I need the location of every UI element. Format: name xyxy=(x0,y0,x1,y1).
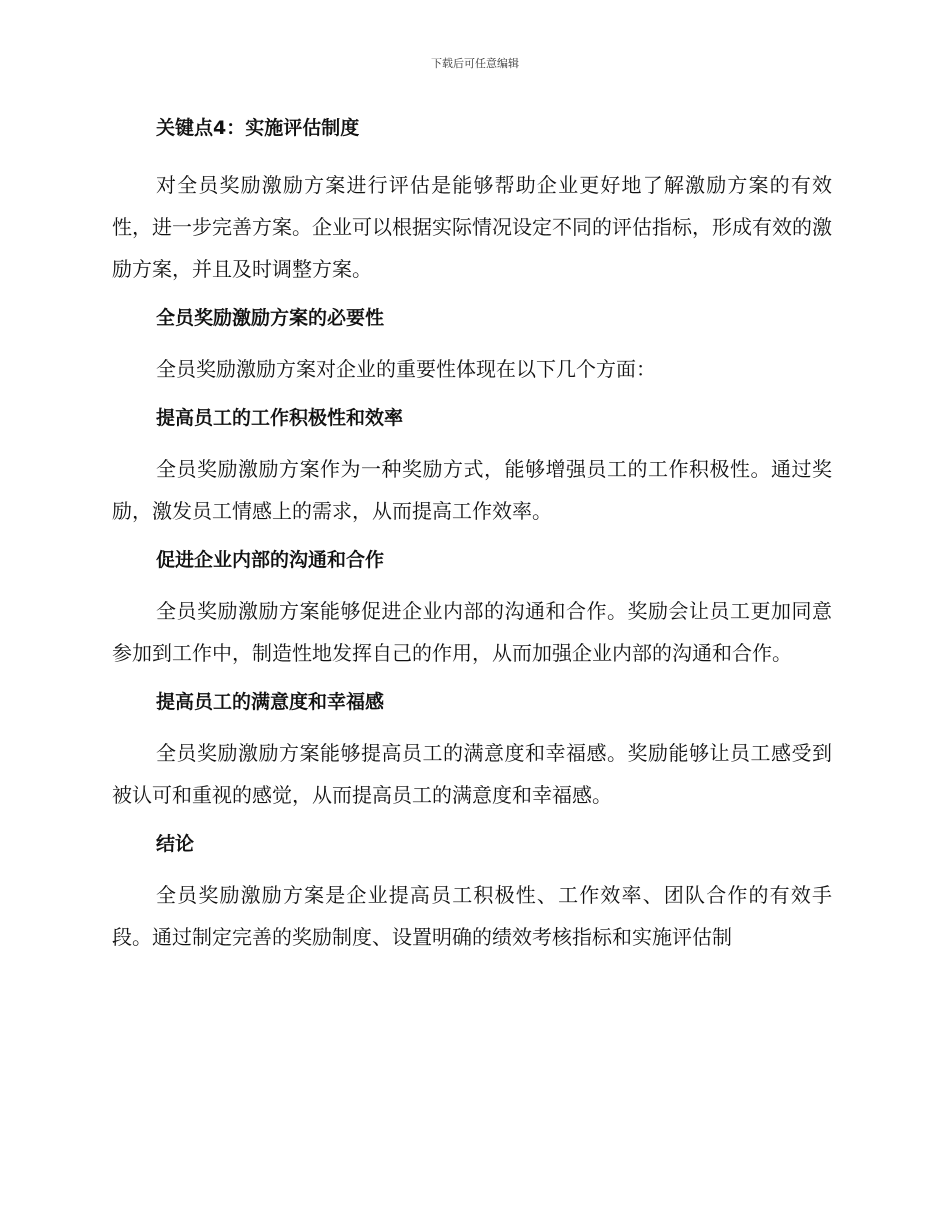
section-heading-motivation: 提高员工的工作积极性和效率 xyxy=(156,407,404,429)
section-paragraph-motivation: 全员奖励激励方案作为一种奖励方式，能够增强员工的工作积极性。通过奖励，激发员工情感上的需求，从而提高工作效率。 xyxy=(112,457,832,523)
section-heading-evaluation: 关键点4：实施评估制度 xyxy=(156,117,360,139)
section-heading-conclusion: 结论 xyxy=(156,833,195,855)
section-paragraph-conclusion: 全员奖励激励方案是企业提高员工积极性、工作效率、团队合作的有效手段。通过制定完善的奖励制度、设置明确的绩效考核指标和实施评估制 xyxy=(112,883,832,949)
section-paragraph-evaluation: 对全员奖励激励方案进行评估是能够帮助企业更好地了解激励方案的有效性，进一步完善方案。企业可以根据实际情况设定不同的评估指标，形成有效的激励方案，并且及时调整方案。 xyxy=(112,173,832,281)
header-note: 下载后可任意编辑 xyxy=(431,57,519,70)
section-paragraph-necessity: 全员奖励激励方案对企业的重要性体现在以下几个方面： xyxy=(156,357,656,381)
section-heading-necessity: 全员奖励激励方案的必要性 xyxy=(156,307,385,329)
section-paragraph-satisfaction: 全员奖励激励方案能够提高员工的满意度和幸福感。奖励能够让员工感受到被认可和重视的感觉，从而提高员工的满意度和幸福感。 xyxy=(112,741,832,807)
section-heading-communication: 促进企业内部的沟通和合作 xyxy=(156,549,385,571)
section-heading-satisfaction: 提高员工的满意度和幸福感 xyxy=(156,691,385,713)
document-body xyxy=(112,108,832,958)
section-paragraph-communication: 全员奖励激励方案能够促进企业内部的沟通和合作。奖励会让员工更加同意参加到工作中，制造性地发挥自己的作用，从而加强企业内部的沟通和合作。 xyxy=(112,599,832,665)
